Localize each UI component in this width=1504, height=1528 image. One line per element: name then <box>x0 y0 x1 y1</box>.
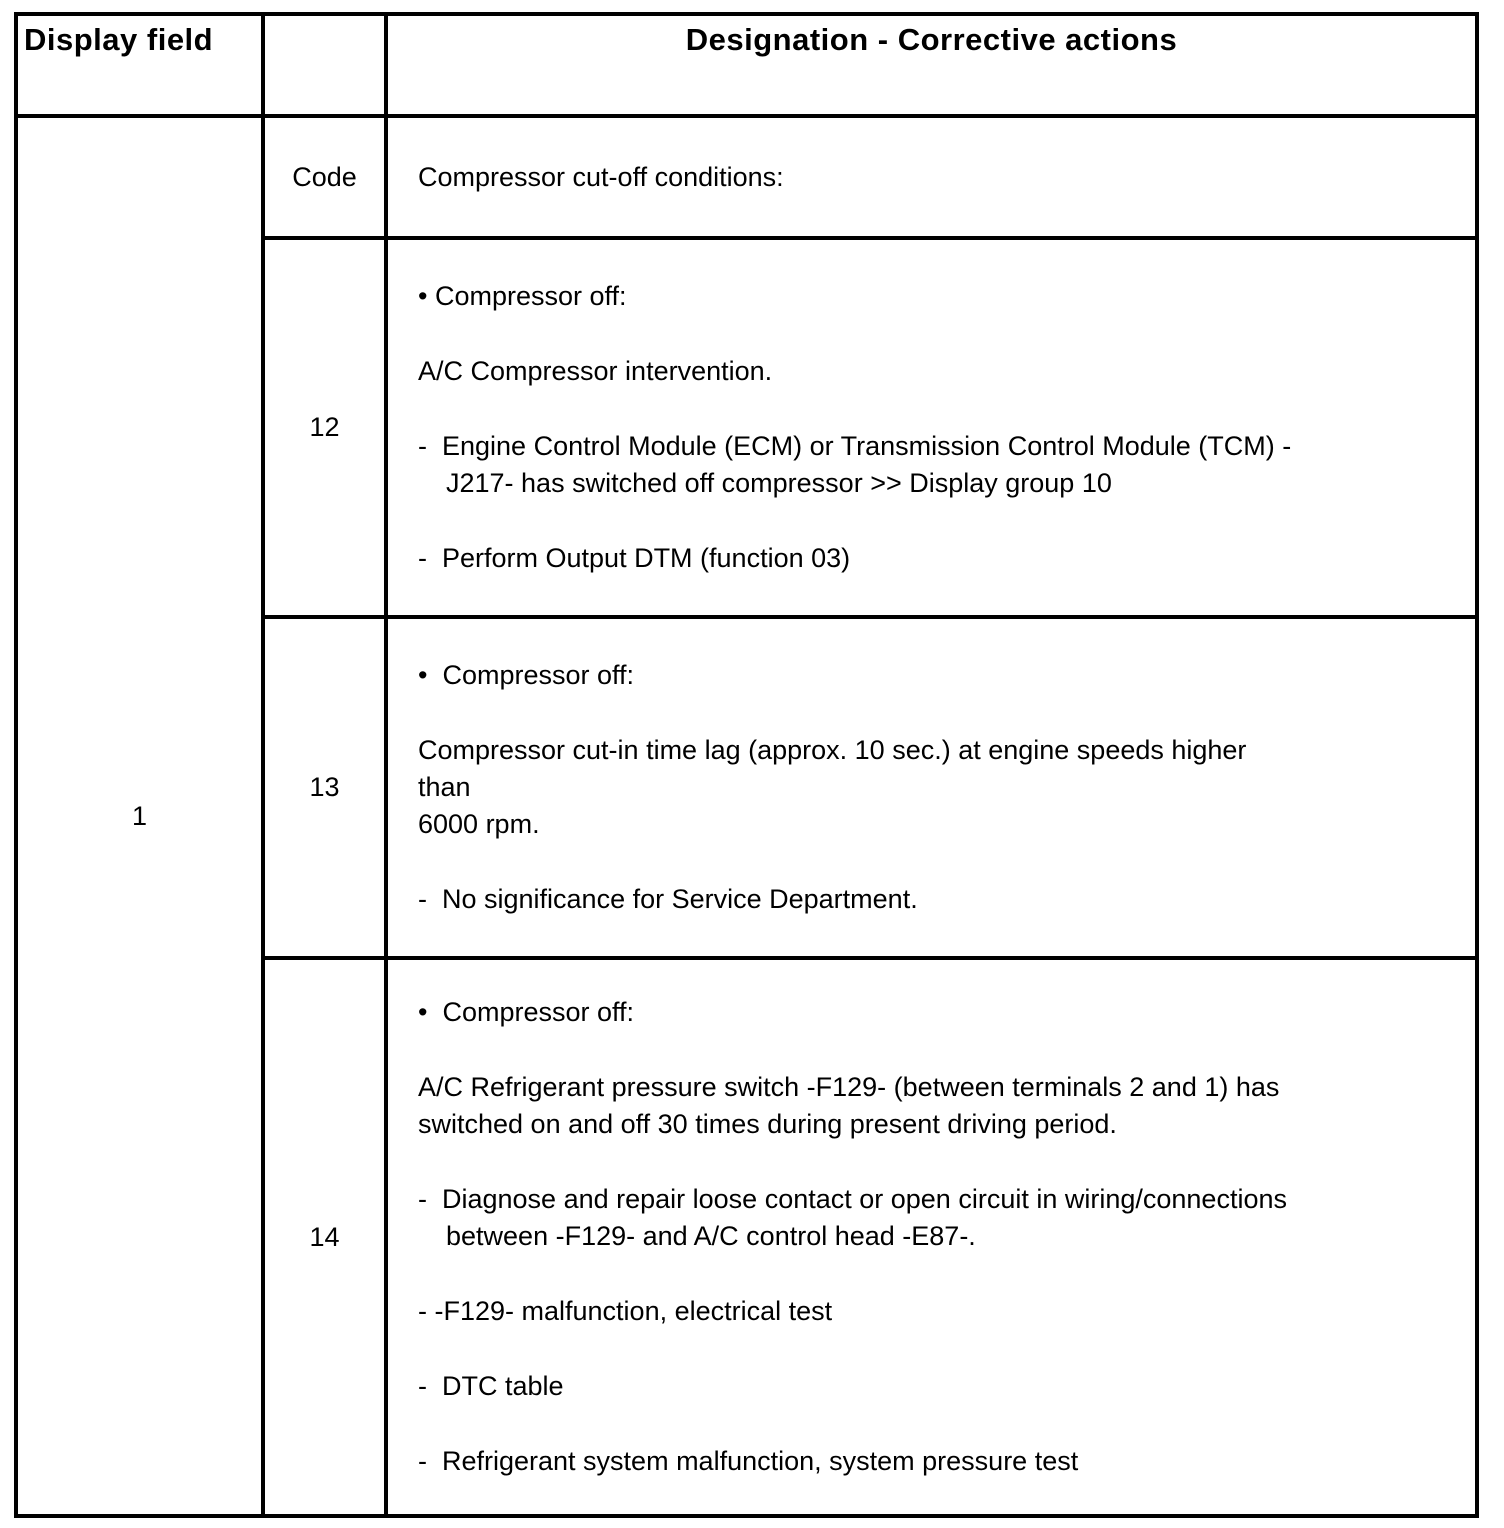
display-field-value: 1 <box>16 116 263 1516</box>
description-line: - Engine Control Module (ECM) or Transmission Control Module (TCM) - <box>418 431 1292 461</box>
description-line: A/C Compressor intervention. <box>418 356 773 386</box>
description-code-13 <box>386 617 1477 958</box>
code-label: Code <box>263 116 386 238</box>
header-display-field: Display field <box>16 14 263 116</box>
code-13: 13 <box>263 617 386 958</box>
description-line: than <box>418 772 471 802</box>
header-code-column <box>263 14 386 116</box>
cutoff-conditions-label: Compressor cut-off conditions: <box>386 116 1477 238</box>
header-designation: Designation - Corrective actions <box>386 14 1477 116</box>
description-line: 6000 rpm. <box>418 809 540 839</box>
description-line: - DTC table <box>418 1371 564 1401</box>
description-line: between -F129- and A/C control head -E87-. <box>446 1221 976 1251</box>
description-line: J217- has switched off compressor >> Display group 10 <box>446 468 1112 498</box>
code-12: 12 <box>263 238 386 617</box>
description-line: Compressor cut-in time lag (approx. 10 sec.) at engine speeds higher <box>418 735 1247 765</box>
description-line: • Compressor off: <box>418 997 635 1027</box>
description-line: - Perform Output DTM (function 03) <box>418 543 851 573</box>
table-header-row <box>16 14 1477 116</box>
description-line: • Compressor off: <box>418 660 635 690</box>
description-line: A/C Refrigerant pressure switch -F129- (between terminals 2 and 1) has <box>418 1072 1280 1102</box>
description-code-12 <box>386 238 1477 617</box>
description-line: • Compressor off: <box>418 281 627 311</box>
description-code-14 <box>386 958 1477 1516</box>
code-header-row <box>16 116 1477 238</box>
code-14: 14 <box>263 958 386 1516</box>
description-line: switched on and off 30 times during present driving period. <box>418 1109 1117 1139</box>
description-line: - Diagnose and repair loose contact or open circuit in wiring/connections <box>418 1184 1287 1214</box>
description-line: - -F129- malfunction, electrical test <box>418 1296 833 1326</box>
description-line: - Refrigerant system malfunction, system pressure test <box>418 1446 1079 1476</box>
description-line: - No significance for Service Department. <box>418 884 918 914</box>
display-group-table <box>14 12 1479 1518</box>
